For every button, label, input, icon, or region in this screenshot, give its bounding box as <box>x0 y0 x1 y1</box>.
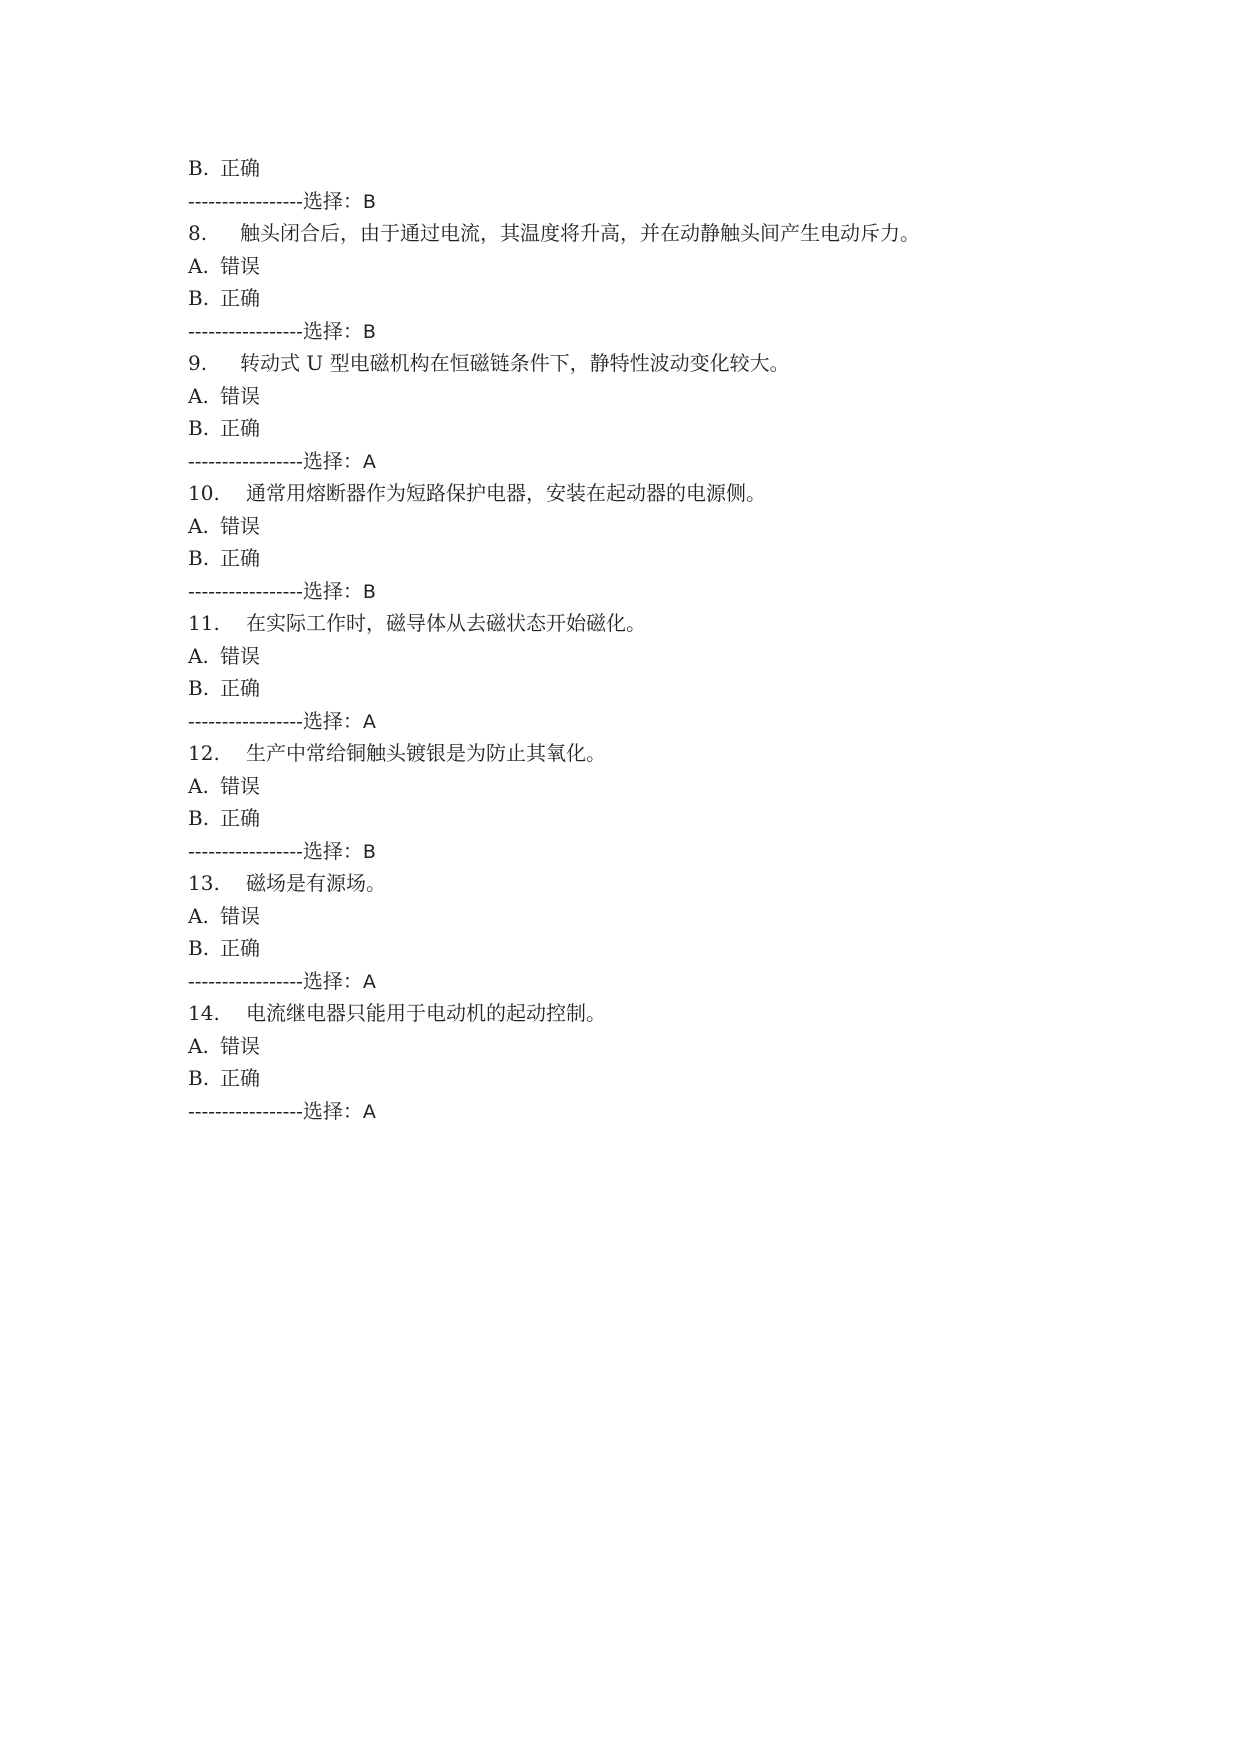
question-8 <box>188 217 1088 250</box>
answer-separator: ----------------- <box>188 1098 303 1123</box>
option-label: B. <box>188 156 210 180</box>
question-10 <box>188 477 1088 510</box>
option-b-line <box>188 802 1088 835</box>
question-14 <box>188 997 1088 1030</box>
answer-separator: ----------------- <box>188 708 303 733</box>
answer-value: A <box>362 970 376 993</box>
question-number: 10. <box>188 481 220 505</box>
answer-line <box>188 965 1088 998</box>
option-label: B. <box>188 936 210 960</box>
option-a-line <box>188 640 1088 673</box>
option-text: 正确 <box>220 1066 260 1090</box>
answer-line <box>188 705 1088 738</box>
option-text: 错误 <box>220 383 260 408</box>
question-number: 11. <box>188 611 220 635</box>
option-label: B. <box>188 806 210 830</box>
option-label: A. <box>188 1033 209 1058</box>
answer-value: B <box>362 580 376 603</box>
option-b-line <box>188 152 1088 185</box>
answer-value: B <box>362 840 376 863</box>
option-text: 错误 <box>220 903 260 928</box>
answer-label: 选择： <box>302 838 363 863</box>
question-text: 生产中常给铜触头镀银是为防止其氧化。 <box>246 741 606 765</box>
question-13 <box>188 867 1088 900</box>
answer-value: A <box>362 450 376 473</box>
option-text: 错误 <box>220 1033 260 1058</box>
question-number: 12. <box>188 741 220 765</box>
option-b-line <box>188 672 1088 705</box>
option-b-line <box>188 542 1088 575</box>
option-label: B. <box>188 676 210 700</box>
option-text: 正确 <box>220 286 260 310</box>
option-text: 正确 <box>220 676 260 700</box>
answer-separator: ----------------- <box>188 448 303 473</box>
option-text: 正确 <box>220 156 260 180</box>
question-number: 13. <box>188 871 220 895</box>
option-label: B. <box>188 286 210 310</box>
answer-label: 选择： <box>302 448 363 473</box>
answer-separator: ----------------- <box>188 188 303 213</box>
option-a-line <box>188 1030 1088 1063</box>
option-b-line <box>188 412 1088 445</box>
option-a-line <box>188 900 1088 933</box>
option-text: 错误 <box>220 643 260 668</box>
answer-label: 选择： <box>302 1098 363 1123</box>
option-label: B. <box>188 416 210 440</box>
option-label: A. <box>188 513 209 538</box>
question-12 <box>188 737 1088 770</box>
question-9 <box>188 347 1088 380</box>
question-text: 在实际工作时，磁导体从去磁状态开始磁化。 <box>246 611 646 635</box>
answer-label: 选择： <box>302 708 363 733</box>
question-11 <box>188 607 1088 640</box>
option-b-line <box>188 1062 1088 1095</box>
option-text: 正确 <box>220 936 260 960</box>
answer-value: B <box>362 320 376 343</box>
answer-line <box>188 575 1088 608</box>
answer-label: 选择： <box>302 968 363 993</box>
option-b-line <box>188 932 1088 965</box>
option-label: B. <box>188 1066 210 1090</box>
option-text: 正确 <box>220 416 260 440</box>
answer-line <box>188 315 1088 348</box>
question-text: 触头闭合后，由于通过电流，其温度将升高，并在动静触头间产生电动斥力。 <box>240 221 920 245</box>
option-label: A. <box>188 903 209 928</box>
question-text: 通常用熔断器作为短路保护电器，安装在起动器的电源侧。 <box>246 481 766 505</box>
answer-separator: ----------------- <box>188 578 303 603</box>
option-label: A. <box>188 643 209 668</box>
answer-value: A <box>362 710 376 733</box>
answer-value: A <box>362 1100 376 1123</box>
question-text: 转动式 U 型电磁机构在恒磁链条件下，静特性波动变化较大。 <box>240 351 790 375</box>
answer-line <box>188 1095 1088 1128</box>
option-text: 错误 <box>220 253 260 278</box>
option-text: 正确 <box>220 806 260 830</box>
question-list <box>188 152 1088 1127</box>
question-number: 8. <box>188 221 208 245</box>
option-text: 错误 <box>220 773 260 798</box>
option-label: B. <box>188 546 210 570</box>
option-a-line <box>188 380 1088 413</box>
answer-value: B <box>362 190 376 213</box>
answer-separator: ----------------- <box>188 838 303 863</box>
answer-label: 选择： <box>302 578 363 603</box>
answer-label: 选择： <box>302 318 363 343</box>
option-text: 错误 <box>220 513 260 538</box>
option-label: A. <box>188 253 209 278</box>
answer-line <box>188 835 1088 868</box>
option-label: A. <box>188 383 209 408</box>
answer-line <box>188 185 1088 218</box>
option-label: A. <box>188 773 209 798</box>
question-number: 14. <box>188 1001 220 1025</box>
option-a-line <box>188 770 1088 803</box>
answer-label: 选择： <box>302 188 363 213</box>
question-number: 9. <box>188 351 208 375</box>
option-b-line <box>188 282 1088 315</box>
answer-separator: ----------------- <box>188 318 303 343</box>
answer-line <box>188 445 1088 478</box>
option-text: 正确 <box>220 546 260 570</box>
question-text: 电流继电器只能用于电动机的起动控制。 <box>246 1001 606 1025</box>
option-a-line <box>188 510 1088 543</box>
answer-separator: ----------------- <box>188 968 303 993</box>
question-text: 磁场是有源场。 <box>246 871 386 895</box>
option-a-line <box>188 250 1088 283</box>
